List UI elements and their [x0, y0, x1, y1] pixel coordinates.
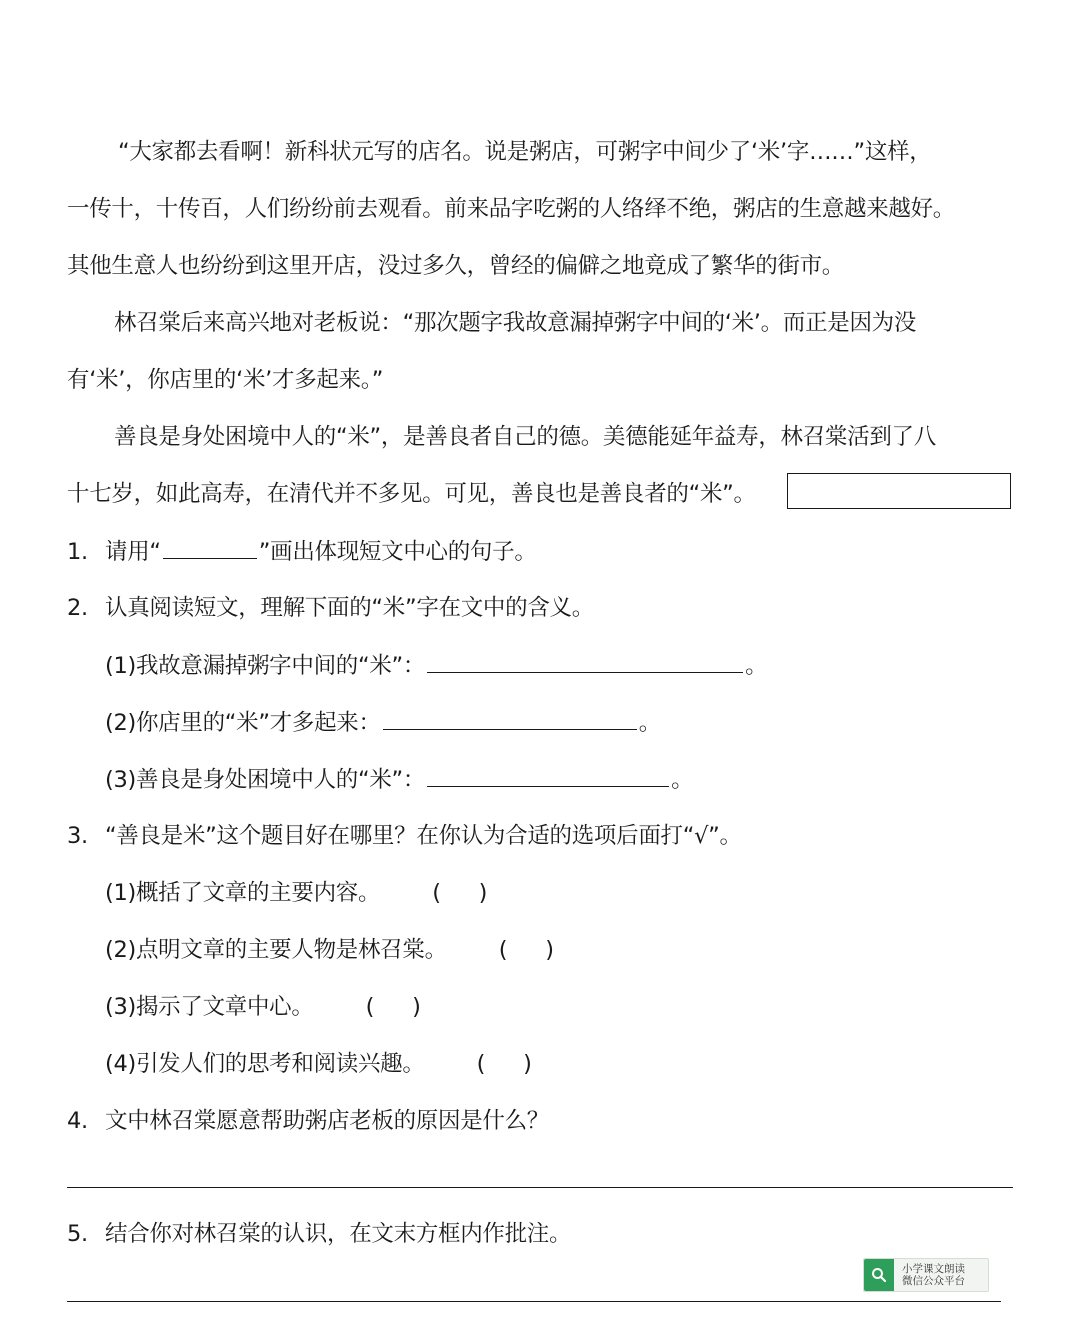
check-parens[interactable]: ( ) [432, 880, 488, 906]
option-text: (2)点明文章的主要人物是林召棠。 [105, 937, 447, 963]
question-4-text: 文中林召棠愿意帮助粥店老板的原因是什么？ [105, 1108, 550, 1134]
question-1-text-start: 请用“ [105, 539, 161, 565]
question-1-text-end: ”画出体现短文中心的句子。 [258, 539, 537, 565]
underline-sample [163, 536, 257, 559]
question-number: 1. [67, 539, 88, 565]
answer-blank[interactable] [383, 707, 637, 730]
watermark-line-2: 微信公众平台 [902, 1275, 965, 1287]
question-5 [67, 1219, 571, 1249]
question-2-item-2 [105, 707, 661, 738]
question-2-text: 认真阅读短文，理解下面的“米”字在文中的含义。 [105, 595, 594, 621]
annotation-box[interactable] [787, 473, 1011, 509]
question-5-text: 结合你对林召棠的认识，在文末方框内作批注。 [105, 1221, 572, 1247]
item-end: 。 [745, 653, 768, 679]
question-4 [67, 1106, 549, 1136]
question-3-option-1 [105, 878, 487, 908]
option-text: (1)概括了文章的主要内容。 [105, 880, 381, 906]
question-2-item-3 [105, 764, 693, 795]
answer-line-q5[interactable] [67, 1301, 1001, 1302]
question-3-text: “善良是米”这个题目好在哪里？在你认为合适的选项后面打“√”。 [105, 823, 742, 849]
item-text: (1)我故意漏掉粥字中间的“米”： [105, 653, 426, 679]
option-text: (3)揭示了文章中心。 [105, 994, 314, 1020]
passage-paragraph-1-line-2: 一传十，十传百，人们纷纷前去观看。前来品字吃粥的人络绎不绝，粥店的生意越来越好。 [67, 196, 956, 222]
passage-paragraph-2-line-1: 林召棠后来高兴地对老板说：“那次题字我故意漏掉粥字中间的‘米’。而正是因为没 [114, 310, 917, 336]
passage-paragraph-3-line-1: 善良是身处困境中人的“米”，是善良者自己的德。美德能延年益寿，林召棠活到了八 [114, 424, 936, 450]
item-text: (3)善良是身处困境中人的“米”： [105, 767, 426, 793]
question-3 [67, 821, 742, 851]
question-3-option-2 [105, 935, 554, 965]
item-text: (2)你店里的“米”才多起来： [105, 710, 381, 736]
passage-paragraph-2-line-2: 有‘米’，你店里的‘米’才多起来。” [67, 367, 384, 393]
wechat-watermark [863, 1258, 989, 1292]
check-parens[interactable]: ( ) [476, 1051, 532, 1077]
question-3-option-4 [105, 1049, 532, 1079]
search-icon [864, 1259, 894, 1291]
passage-paragraph-3-line-2: 十七岁，如此高寿，在清代并不多见。可见，善良也是善良者的“米”。 [67, 481, 756, 507]
passage-paragraph-1-line-3: 其他生意人也纷纷到这里开店，没过多久，曾经的偏僻之地竟成了繁华的街市。 [67, 253, 845, 279]
question-number: 2. [67, 595, 88, 621]
watermark-line-1: 小学课文朗读 [902, 1263, 965, 1275]
item-end: 。 [638, 710, 661, 736]
answer-blank[interactable] [427, 764, 669, 787]
question-number: 5. [67, 1221, 88, 1247]
item-end: 。 [671, 767, 694, 793]
question-2-item-1 [105, 650, 767, 681]
question-3-option-3 [105, 992, 421, 1022]
question-number: 4. [67, 1108, 88, 1134]
question-1 [67, 536, 537, 567]
check-parens[interactable]: ( ) [365, 994, 421, 1020]
question-number: 3. [67, 823, 88, 849]
passage-paragraph-1-line-1: “大家都去看啊！新科状元写的店名。说是粥店，可粥字中间少了‘米’字……”这样， [118, 139, 932, 165]
option-text: (4)引发人们的思考和阅读兴趣。 [105, 1051, 425, 1077]
question-2 [67, 593, 594, 623]
check-parens[interactable]: ( ) [498, 937, 554, 963]
answer-line-q4[interactable] [67, 1187, 1013, 1188]
answer-blank[interactable] [427, 650, 743, 673]
